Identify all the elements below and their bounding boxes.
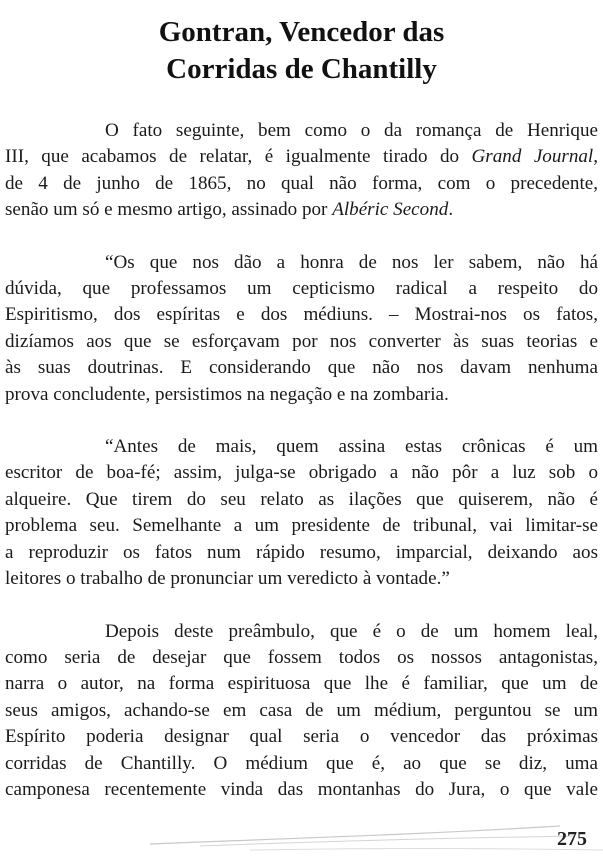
text-line: a reproduzir os fatos num rápido resumo, imparcial, deixando aos (5, 541, 598, 563)
text-line: “Antes de mais, quem assina estas crônicas é um (105, 436, 598, 458)
title-line-2: Corridas de Chantilly (166, 53, 437, 85)
text-line: senão um só e mesmo artigo, assinado por Albéric Second. (5, 199, 454, 221)
text-line: dúvida, que professamos um cepticismo radical a respeito do (5, 278, 598, 300)
paragraph-2 (5, 250, 598, 408)
text-line: leitores o trabalho de pronunciar um veredicto à vontade.” (5, 568, 450, 590)
text-line: escritor de boa-fé; assim, julga-se obrigado a não pôr a luz sob o (5, 462, 598, 484)
paragraph-3 (5, 434, 598, 592)
text-line: Espiritismo, dos espíritas e dos médiuns. – Mostrai-nos os fatos, (5, 304, 598, 326)
text-line: alqueire. Que tirem do seu relato as ilações que quiserem, não é (5, 488, 598, 510)
text-line: problema seu. Semelhante a um presidente de tribunal, vai limitar-se (5, 515, 598, 537)
italic-title-grand-journal: Grand Journal (471, 146, 594, 168)
text-line: às suas doutrinas. E considerando que não nos davam nenhuma (5, 357, 598, 379)
text-line: como seria de desejar que fossem todos os nossos antagonistas, (5, 646, 598, 668)
text-line: corridas de Chantilly. O médium que é, ao que se diz, uma (5, 752, 598, 774)
decorative-swoosh-icon (0, 808, 603, 858)
italic-author-name: Albéric Second (332, 199, 449, 221)
text-line: Depois deste preâmbulo, que é o de um homem leal, (105, 620, 598, 642)
text-line: narra o autor, na forma espirituosa que lhe é familiar, que um de (5, 673, 598, 695)
text-line: “Os que nos dão a honra de nos ler sabem, não há (105, 251, 598, 273)
text-line: O fato seguinte, bem como o da romança de Henrique (105, 120, 598, 141)
title-line-1: Gontran, Vencedor das (158, 16, 445, 48)
text-line: Espírito poderia designar qual seria o vencedor das próximas (5, 726, 598, 748)
page-footer (0, 808, 603, 858)
page-number: 275 (557, 828, 587, 850)
paragraph-1 (5, 118, 598, 224)
paragraph-4 (5, 619, 598, 804)
book-page (5, 0, 598, 803)
text-line: de 4 de junho de 1865, no qual não forma, com o precedente, (5, 172, 598, 194)
body-text (5, 118, 598, 803)
chapter-title (5, 14, 598, 88)
text-line: camponesa recentemente vinda das montanhas do Jura, o que vale (5, 778, 598, 800)
text-line: seus amigos, achando-se em casa de um médium, perguntou se um (5, 699, 598, 721)
text-line: dizíamos aos que se esforçavam por nos converter às suas teorias e (5, 330, 598, 352)
text-line: prova concludente, persistimos na negação e na zombaria. (5, 383, 449, 405)
text-line: III, que acabamos de relatar, é igualmente tirado do Grand Journal, (5, 146, 599, 168)
